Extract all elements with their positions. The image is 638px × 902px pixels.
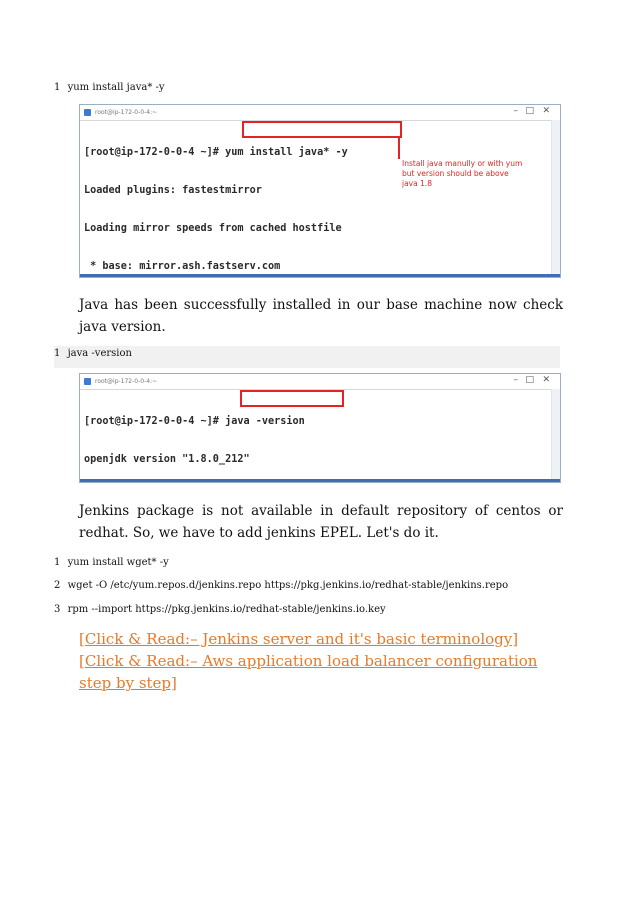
line-number: 1 [54, 348, 61, 359]
terminal-titlebar [80, 105, 560, 121]
terminal-line: * base: mirror.ash.fastserv.com [84, 260, 281, 272]
annotation-note [402, 159, 522, 189]
terminal-screenshot-yum-install [79, 104, 561, 278]
note-line: but version should be above [402, 169, 509, 178]
terminal-title: root@ip-172-0-0-4:~ [95, 378, 158, 385]
terminal-output [80, 121, 560, 278]
code-line-1 [54, 81, 165, 95]
related-links [79, 628, 549, 694]
terminal-line: Loading mirror speeds from cached hostfile [84, 222, 342, 234]
code-text: java -version [67, 348, 132, 359]
terminal-line: [root@ip-172-0-0-4 ~]# java -version [84, 416, 305, 428]
terminal-title: root@ip-172-0-0-4:~ [95, 109, 158, 116]
link-jenkins-terminology[interactable]: [Click & Read:– Jenkins server and it's basic terminology] [79, 630, 519, 648]
terminal-line: Loaded plugins: fastestmirror [84, 184, 262, 196]
code-line-3 [54, 603, 386, 617]
window-border [80, 274, 560, 277]
close-icon[interactable]: ✕ [542, 106, 550, 116]
minimize-icon[interactable]: – [513, 375, 518, 385]
paragraph-jenkins-epel: Jenkins package is not available in default repository of centos or redhat. So, we have to add jenkins EPEL. Let's do it. [79, 503, 563, 541]
scrollbar[interactable] [551, 120, 560, 277]
line-number: 1 [54, 557, 61, 568]
window-border [80, 479, 560, 482]
terminal-line: [root@ip-172-0-0-4 ~]# yum install java* -y [84, 147, 348, 159]
line-number: 1 [54, 82, 61, 93]
minimize-icon[interactable]: – [513, 106, 518, 116]
code-text: yum install java* -y [67, 82, 165, 93]
code-text: rpm --import https://pkg.jenkins.io/redhat-stable/jenkins.io.key [67, 604, 386, 615]
close-icon[interactable]: ✕ [542, 375, 550, 385]
line-number: 2 [54, 580, 61, 591]
putty-icon [84, 378, 91, 385]
code-line-1 [54, 556, 169, 570]
maximize-icon[interactable]: □ [525, 375, 534, 385]
command-highlight-box [240, 390, 344, 407]
link-aws-load-balancer[interactable]: [Click & Read:– Aws application load balancer configuration step by step] [79, 652, 538, 692]
paragraph-java-installed: Java has been successfully installed in our base machine now check java version. [79, 297, 563, 335]
line-number: 3 [54, 604, 61, 615]
code-line-java-version [54, 346, 560, 368]
terminal-titlebar [80, 374, 560, 390]
annotation-arrow [398, 137, 400, 159]
code-text: wget -O /etc/yum.repos.d/jenkins.repo https://pkg.jenkins.io/redhat-stable/jenkins.repo [67, 580, 509, 591]
terminal-line: openjdk version "1.8.0_212" [84, 453, 250, 465]
code-line-2 [54, 579, 508, 593]
scrollbar[interactable] [551, 389, 560, 482]
putty-icon [84, 109, 91, 116]
terminal-screenshot-java-version [79, 373, 561, 483]
command-highlight-box [242, 121, 402, 138]
note-line: java 1.8 [402, 179, 433, 188]
code-text: yum install wget* -y [67, 557, 169, 568]
note-line: Install java manully or with yum [402, 159, 523, 168]
maximize-icon[interactable]: □ [525, 106, 534, 116]
